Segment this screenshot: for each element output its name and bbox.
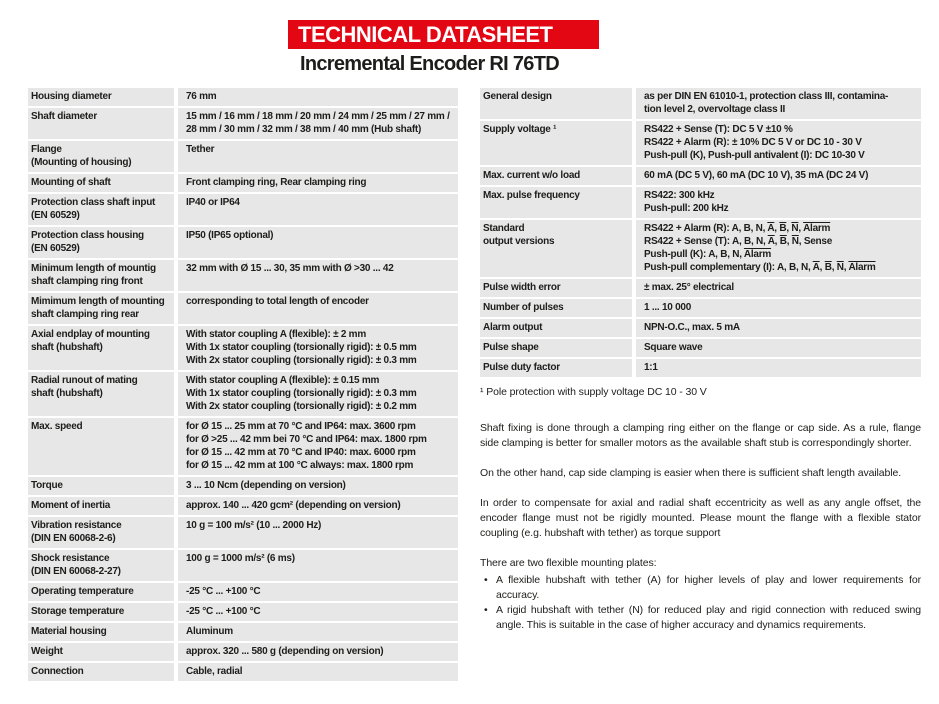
spec-row xyxy=(28,603,458,621)
spec-row xyxy=(480,319,921,337)
spec-value: 1 ... 10 000 xyxy=(636,299,921,317)
banner xyxy=(288,20,599,49)
overlined-signal: Alarm xyxy=(743,249,772,260)
spec-value: 1:1 xyxy=(636,359,921,377)
spec-label: Mimimum length of mounting shaft clamping ring rear xyxy=(28,293,174,324)
spec-value: approx. 320 ... 580 g (depending on version) xyxy=(178,643,458,661)
spec-row xyxy=(28,517,458,548)
spec-label: Max. current w/o load xyxy=(480,167,632,185)
spec-row xyxy=(28,583,458,601)
spec-row xyxy=(28,174,458,192)
bullets-intro: There are two flexible mounting plates: xyxy=(480,557,657,569)
spec-value: IP50 (IP65 optional) xyxy=(178,227,458,258)
banner-title: TECHNICAL DATASHEET xyxy=(298,21,553,47)
spec-value: 100 g = 1000 m/s² (6 ms) xyxy=(178,550,458,581)
spec-row xyxy=(480,299,921,317)
spec-value: With stator coupling A (flexible): ± 2 mm With 1x stator coupling (torsionally rigid): ± 0.5 mm With 2x stator coupling (torsionally rigid): ± 0.3 mm xyxy=(178,326,458,370)
spec-value: -25 °C ... +100 °C xyxy=(178,583,458,601)
spec-label: Operating temperature xyxy=(28,583,174,601)
body-paragraph: In order to compensate for axial and radial shaft eccentricity as well as any angle offset, the encoder flange must not be rigidly mounted. Please mount the flange with a flexible stator coupling (e.g. hubshaft with tether) as torque support xyxy=(480,497,921,539)
overlined-signal: $\overline{N}$ xyxy=(791,223,799,234)
spec-label: Axial endplay of mounting shaft (hubshaft) xyxy=(28,326,174,370)
spec-row xyxy=(480,359,921,377)
spec-value: NPN-O.C., max. 5 mA xyxy=(636,319,921,337)
spec-value: 32 mm with Ø 15 ... 30, 35 mm with Ø >30 ... 42 xyxy=(178,260,458,291)
spec-row xyxy=(28,108,458,139)
spec-row xyxy=(28,497,458,515)
overlined-signal: $\overline{N}$ xyxy=(836,262,844,273)
spec-label: Flange (Mounting of housing) xyxy=(28,141,174,172)
list-item: • A flexible hubshaft with tether (A) for higher levels of play and lower requirements for accuracy. xyxy=(480,573,921,603)
mechanical-spec-table xyxy=(28,88,458,681)
spec-value: -25 °C ... +100 °C xyxy=(178,603,458,621)
spec-row xyxy=(28,88,458,106)
spec-label: Max. speed xyxy=(28,418,174,475)
spec-row xyxy=(480,167,921,185)
spec-row xyxy=(480,88,921,119)
mounting-plate-list xyxy=(480,573,921,633)
spec-label: General design xyxy=(480,88,632,119)
spec-value: Tether xyxy=(178,141,458,172)
spec-row xyxy=(480,279,921,297)
spec-row xyxy=(28,260,458,291)
spec-label: Pulse shape xyxy=(480,339,632,357)
spec-value: IP40 or IP64 xyxy=(178,194,458,225)
list-item: • A rigid hubshaft with tether (N) for reduced play and rigid connection with reduced swing angle. This is suitable in the case of higher accuracy and dynamics requirements. xyxy=(480,603,921,633)
spec-label: Standard output versions xyxy=(480,220,632,277)
right-column xyxy=(480,88,921,633)
overlined-signal: $\overline{B}$ xyxy=(779,236,787,247)
spec-value: for Ø 15 ... 25 mm at 70 °C and IP64: max. 3600 rpm for Ø >25 ... 42 mm bei 70 °C and IP64: max. 1800 rpm for Ø 15 ... 42 mm at 70 °C and IP40: max. 6000 rpm for Ø 15 ... 42 mm at 100 °C always: max. 1800 rpm xyxy=(178,418,458,475)
spec-value: 3 ... 10 Ncm (depending on version) xyxy=(178,477,458,495)
spec-label: Supply voltage ¹ xyxy=(480,121,632,165)
spec-value: 10 g = 100 m/s² (10 ... 2000 Hz) xyxy=(178,517,458,548)
spec-value: 15 mm / 16 mm / 18 mm / 20 mm / 24 mm / 25 mm / 27 mm / 28 mm / 30 mm / 32 mm / 38 mm / 40 mm (Hub shaft) xyxy=(178,108,458,139)
spec-label: Radial runout of mating shaft (hubshaft) xyxy=(28,372,174,416)
overlined-signal: Alarm xyxy=(848,262,876,273)
spec-row xyxy=(480,220,921,277)
spec-label: Connection xyxy=(28,663,174,681)
spec-row xyxy=(28,623,458,641)
overlined-signal: $\overline{N}$ xyxy=(791,236,799,247)
spec-value: Square wave xyxy=(636,339,921,357)
spec-label: Protection class shaft input (EN 60529) xyxy=(28,194,174,225)
body-paragraph: Shaft fixing is done through a clamping ring either on the flange or cap side. As a rule, flange side clamping is better for smaller motors as the available shaft stub is correspondingly shorter. xyxy=(480,422,921,449)
spec-row xyxy=(28,227,458,258)
spec-label: Shaft diameter xyxy=(28,108,174,139)
spec-value: With stator coupling A (flexible): ± 0.15 mm With 1x stator coupling (torsionally rigid): ± 0.3 mm With 2x stator coupling (torsionally rigid): ± 0.2 mm xyxy=(178,372,458,416)
body-paragraph: On the other hand, cap side clamping is easier when there is sufficient shaft length available. xyxy=(480,467,902,479)
overlined-signal: Alarm xyxy=(803,223,831,234)
spec-label: Max. pulse frequency xyxy=(480,187,632,218)
spec-value: 60 mA (DC 5 V), 60 mA (DC 10 V), 35 mA (DC 24 V) xyxy=(636,167,921,185)
spec-row xyxy=(28,418,458,475)
left-column xyxy=(28,88,458,681)
spec-value: Aluminum xyxy=(178,623,458,641)
spec-value: ± max. 25° electrical xyxy=(636,279,921,297)
overlined-signal: $\overline{A}$ xyxy=(812,262,820,273)
spec-label: Housing diameter xyxy=(28,88,174,106)
overlined-signal: $\overline{B}$ xyxy=(824,262,832,273)
spec-label: Protection class housing (EN 60529) xyxy=(28,227,174,258)
spec-value: as per DIN EN 61010-1, protection class III, contamina- tion level 2, overvoltage class II xyxy=(636,88,921,119)
spec-label: Number of pulses xyxy=(480,299,632,317)
overlined-signal: $\overline{B}$ xyxy=(779,223,787,234)
spec-row xyxy=(480,187,921,218)
spec-value: Front clamping ring, Rear clamping ring xyxy=(178,174,458,192)
spec-row xyxy=(480,339,921,357)
spec-value: Cable, radial xyxy=(178,663,458,681)
spec-row xyxy=(28,643,458,661)
spec-value: RS422: 300 kHz Push-pull: 200 kHz xyxy=(636,187,921,218)
spec-value: RS422 + Sense (T): DC 5 V ±10 % RS422 + Alarm (R): ± 10% DC 5 V or DC 10 - 30 V Push-pull (K), Push-pull antivalent (I): DC 10-30 V xyxy=(636,121,921,165)
spec-row xyxy=(28,477,458,495)
content-columns xyxy=(28,88,921,681)
overlined-signal: $\overline{A}$ xyxy=(767,223,775,234)
electrical-spec-table xyxy=(480,88,921,377)
spec-label: Shock resistance (DIN EN 60068-2-27) xyxy=(28,550,174,581)
spec-label: Torque xyxy=(28,477,174,495)
overlined-signal: $\overline{A}$ xyxy=(767,236,775,247)
spec-label: Pulse width error xyxy=(480,279,632,297)
spec-value: RS422 + Alarm (R): A, B, N, $\overline{A}$, $\overline{B}$, $\overline{N}$, Alarm RS422 + Sense (T): A, B, N, $\overline{A}$, $\overline{B}$, $\overline{N}$, Sense Push-pull (K): A, B, N, Alarm Push-pull complementary (I): A, B, N, $\overline{A}$, $\overline{B}$, $\overline{N}$, Alarm xyxy=(636,220,921,277)
spec-label: Weight xyxy=(28,643,174,661)
description-text xyxy=(480,421,921,633)
spec-row xyxy=(28,372,458,416)
spec-label: Pulse duty factor xyxy=(480,359,632,377)
spec-label: Alarm output xyxy=(480,319,632,337)
spec-value: approx. 140 ... 420 gcm² (depending on version) xyxy=(178,497,458,515)
spec-label: Mounting of shaft xyxy=(28,174,174,192)
spec-row xyxy=(28,326,458,370)
spec-row xyxy=(28,194,458,225)
spec-row xyxy=(28,663,458,681)
footnote: ¹ Pole protection with supply voltage DC 10 - 30 V xyxy=(480,386,707,398)
spec-value: 76 mm xyxy=(178,88,458,106)
spec-label: Moment of inertia xyxy=(28,497,174,515)
page-header xyxy=(288,20,599,76)
spec-label: Storage temperature xyxy=(28,603,174,621)
spec-row xyxy=(28,141,458,172)
spec-row xyxy=(28,550,458,581)
spec-label: Minimum length of mountig shaft clamping ring front xyxy=(28,260,174,291)
spec-label: Vibration resistance (DIN EN 60068-2-6) xyxy=(28,517,174,548)
spec-row xyxy=(28,293,458,324)
page-title: Incremental Encoder RI 76TD xyxy=(300,53,559,75)
spec-value: corresponding to total length of encoder xyxy=(178,293,458,324)
spec-row xyxy=(480,121,921,165)
spec-label: Material housing xyxy=(28,623,174,641)
